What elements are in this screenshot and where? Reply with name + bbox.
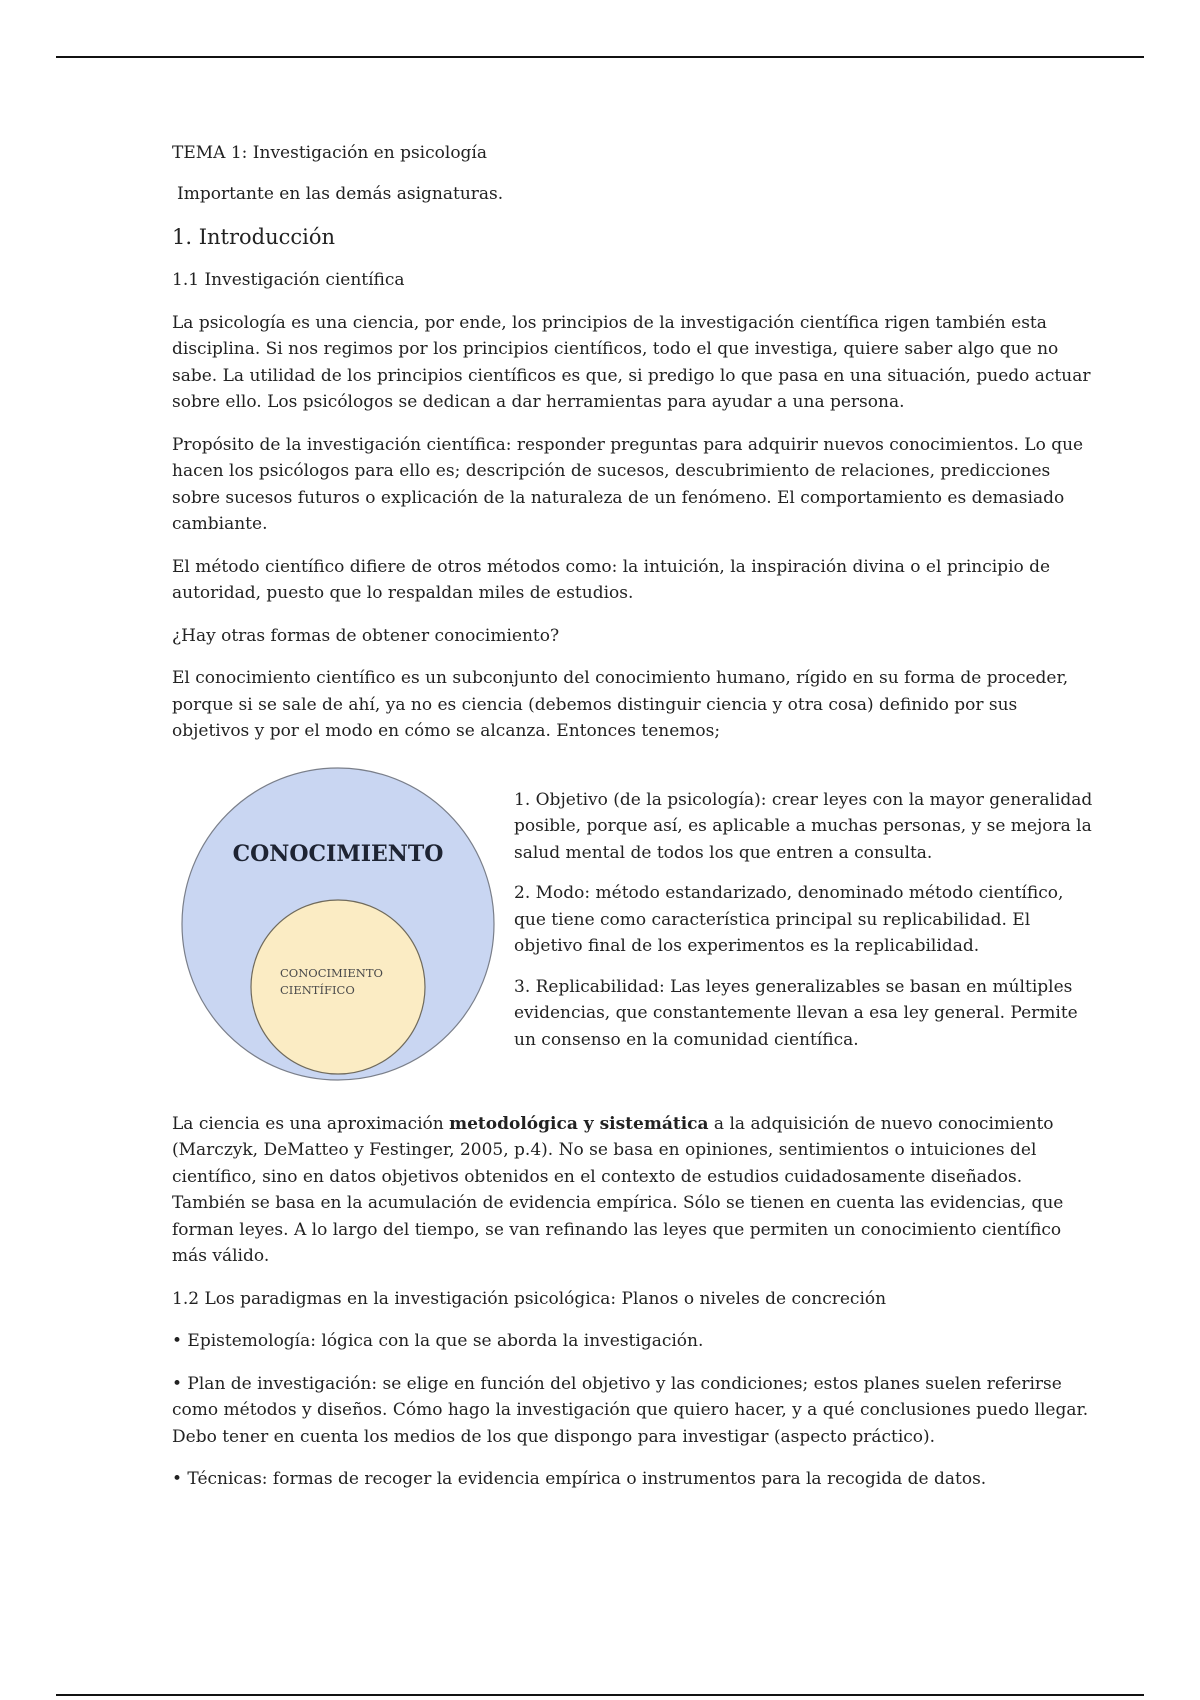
knowledge-figure — [172, 765, 1092, 1083]
science-text-end: a la adquisición de nuevo conocimiento (Marczyk, DeMatteo y Festinger, 2005, p.4). No se basa en opiniones, sentimientos o intuiciones del científico, sino en datos objetivos obtenidos en el contexto de estudios cuidadosamente diseñados. También se basa en la acumulación de evidencia empírica. Sólo se tienen en cuenta las evidencias, que forman leyes. A lo largo del tiempo, se van refinando las leyes que permiten un conocimiento científico más válido. — [172, 1113, 1064, 1266]
document-title: TEMA 1: Investigación en psicología — [172, 143, 488, 163]
bullet-epistemologia: • Epistemología: lógica con la que se aborda la investigación. — [172, 1331, 704, 1351]
document-body — [172, 140, 1092, 1509]
paragraph-pregunta: ¿Hay otras formas de obtener conocimiento? — [172, 625, 560, 646]
paragraph-ciencia — [172, 1111, 1092, 1270]
outer-label: CONOCIMIENTO — [232, 840, 444, 867]
point-replicabilidad: 3. Replicabilidad: Las leyes generalizables se basan en múltiples evidencias, que constantemente llevan a esa ley general. Permite un consenso en la comunidad científica. — [514, 976, 1078, 1050]
footer-rule — [56, 1694, 1144, 1696]
subsection-heading-1-1: 1.1 Investigación científica — [172, 270, 405, 290]
inner-label-line1: CONOCIMIENTO — [280, 965, 383, 980]
inner-label-line2: CIENTÍFICO — [280, 982, 355, 997]
point-modo: 2. Modo: método estandarizado, denominado método científico, que tiene como característica principal su replicabilidad. El objetivo final de los experimentos es la replicabilidad. — [514, 883, 1064, 956]
importance-note: Importante en las demás asignaturas. — [177, 183, 504, 204]
paragraph-psicologia-ciencia: La psicología es una ciencia, por ende, los principios de la investigación científica rigen también esta disciplina. Si nos regimos por los principios científicos, todo el que investiga, quiere saber algo que no sabe. La utilidad de los principios científicos es que, si predigo lo que pasa en una situación, puedo actuar sobre ello. Los psicólogos se dedican a dar herramientas para ayudar a una persona. — [172, 312, 1091, 412]
section-heading-introduccion: 1. Introducción — [172, 225, 336, 249]
paragraph-conocimiento-cientifico: El conocimiento científico es un subconjunto del conocimiento humano, rígido en su forma de proceder, porque si se sale de ahí, ya no es ciencia (debemos distinguir ciencia y otra cosa) definido por sus objetivos y por el modo en cómo se alcanza. Entonces tenemos; — [172, 668, 1069, 741]
paragraph-proposito: Propósito de la investigación científica: responder preguntas para adquirir nuevos conocimientos. Lo que hacen los psicólogos para ello es; descripción de sucesos, descubrimiento de relaciones, predicciones sobre sucesos futuros o explicación de la naturaleza de un fenómeno. El comportamiento es demasiado cambiante. — [172, 434, 1084, 534]
bullet-plan-investigacion: • Plan de investigación: se elige en función del objetivo y las condiciones; estos planes suelen referirse como métodos y diseños. Cómo hago la investigación que quiero hacer, y a qué conclusiones puedo llegar. Debo tener en cuenta los medios de los que dispongo para investigar (aspecto práctico). — [172, 1373, 1089, 1447]
paragraph-metodo-cientifico: El método científico difiere de otros métodos como: la intuición, la inspiración divina o el principio de autoridad, puesto que lo respaldan miles de estudios. — [172, 556, 1051, 603]
header-rule — [56, 56, 1144, 58]
bullet-tecnicas: • Técnicas: formas de recoger la evidencia empírica o instrumentos para la recogida de datos. — [172, 1469, 987, 1489]
venn-diagram — [172, 765, 502, 1083]
science-bold-phrase: metodológica y sistemática — [449, 1113, 709, 1134]
point-objetivo: 1. Objetivo (de la psicología): crear leyes con la mayor generalidad posible, porque así, es aplicable a muchas personas, y se mejora la salud mental de todos los que entren a consulta. — [514, 789, 1093, 863]
science-text-start: La ciencia es una aproximación — [172, 1113, 450, 1134]
subsection-heading-1-2: 1.2 Los paradigmas en la investigación psicológica: Planos o niveles de concreción — [172, 1288, 887, 1309]
figure-explanation — [514, 787, 1094, 1068]
